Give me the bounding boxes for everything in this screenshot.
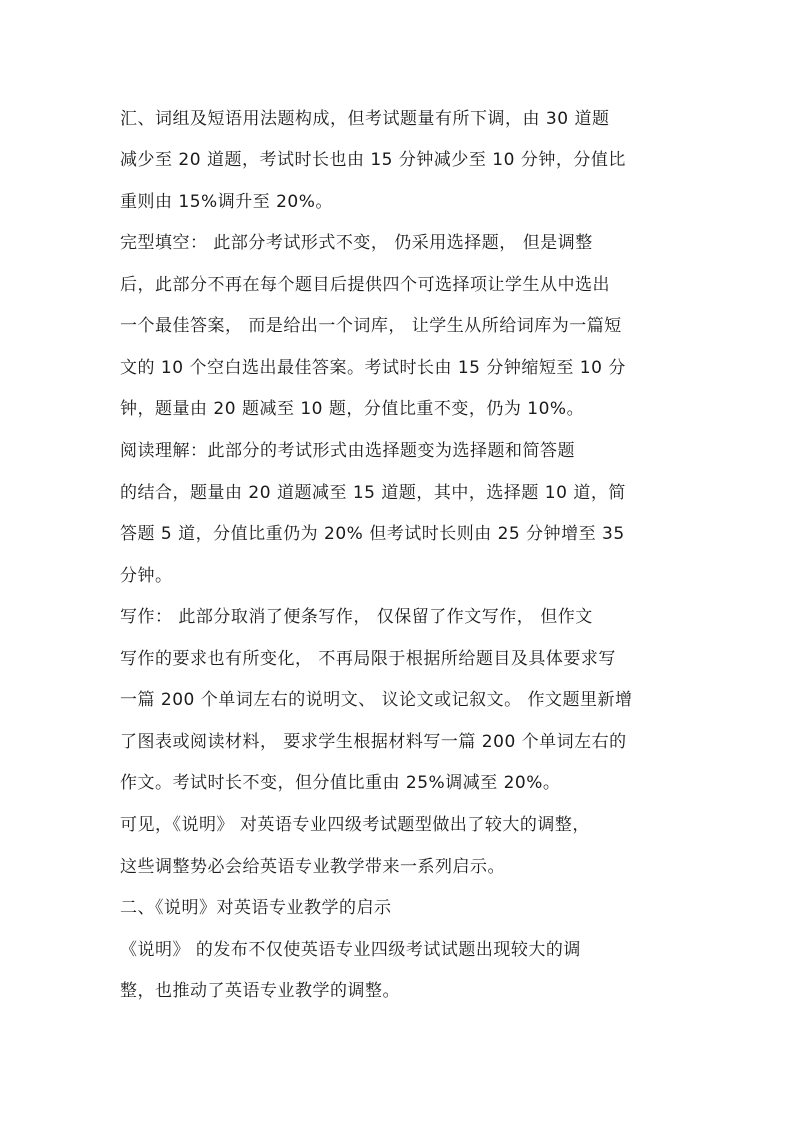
- text-line-18: 可见，《说明》 对英语专业四级考试题型做出了较大的调整，: [120, 815, 590, 835]
- text-line-8: 钟，题量由 20 题减至 10 题，分值比重不变，仍为 10%。: [120, 399, 585, 419]
- text-line-13: 写作： 此部分取消了便条写作， 仅保留了作文写作， 但作文: [120, 607, 593, 627]
- text-line-11: 答题 5 道，分值比重仍为 20% 但考试时长则由 25 分钟增至 35: [120, 524, 625, 544]
- text-line-9: 阅读理解：此部分的考试形式由选择题变为选择题和简答题: [120, 441, 575, 461]
- text-line-19: 这些调整势必会给英语专业教学带来一系列启示。: [120, 857, 505, 877]
- text-line-3: 重则由 15%调升至 20%。: [120, 192, 333, 212]
- text-line-16: 了图表或阅读材料， 要求学生根据材料写一篇 200 个单词左右的: [120, 732, 627, 752]
- text-line-5: 后，此部分不再在每个题目后提供四个可选择项让学生从中选出: [120, 275, 610, 295]
- text-line-1: 汇、词组及短语用法题构成，但考试题量有所下调，由 30 道题: [120, 109, 610, 129]
- text-line-4: 完型填空： 此部分考试形式不变， 仍采用选择题， 但是调整: [120, 233, 593, 253]
- text-line-7: 文的 10 个空白选出最佳答案。考试时长由 15 分钟缩短至 10 分: [120, 358, 626, 378]
- text-line-21: 《说明》 的发布不仅使英语专业四级考试试题出现较大的调: [120, 940, 581, 960]
- text-line-17: 作文。考试时长不变，但分值比重由 25%调减至 20%。: [120, 773, 561, 793]
- text-line-15: 一篇 200 个单词左右的说明文、 议论文或记叙文。 作文题里新增: [120, 690, 633, 710]
- text-line-6: 一个最佳答案， 而是给出一个词库， 让学生从所给词库为一篇短: [120, 316, 622, 336]
- text-line-14: 写作的要求也有所变化， 不再局限于根据所给题目及具体要求写: [120, 649, 616, 669]
- text-line-2: 减少至 20 道题，考试时长也由 15 分钟减少至 10 分钟，分值比: [120, 150, 626, 170]
- section-heading: 二、《说明》对英语专业教学的启示: [120, 898, 392, 918]
- text-line-10: 的结合，题量由 20 道题减至 15 道题，其中，选择题 10 道，简: [120, 483, 626, 503]
- text-line-22: 整，也推动了英语专业教学的调整。: [120, 981, 400, 1001]
- text-line-12: 分钟。: [120, 566, 173, 586]
